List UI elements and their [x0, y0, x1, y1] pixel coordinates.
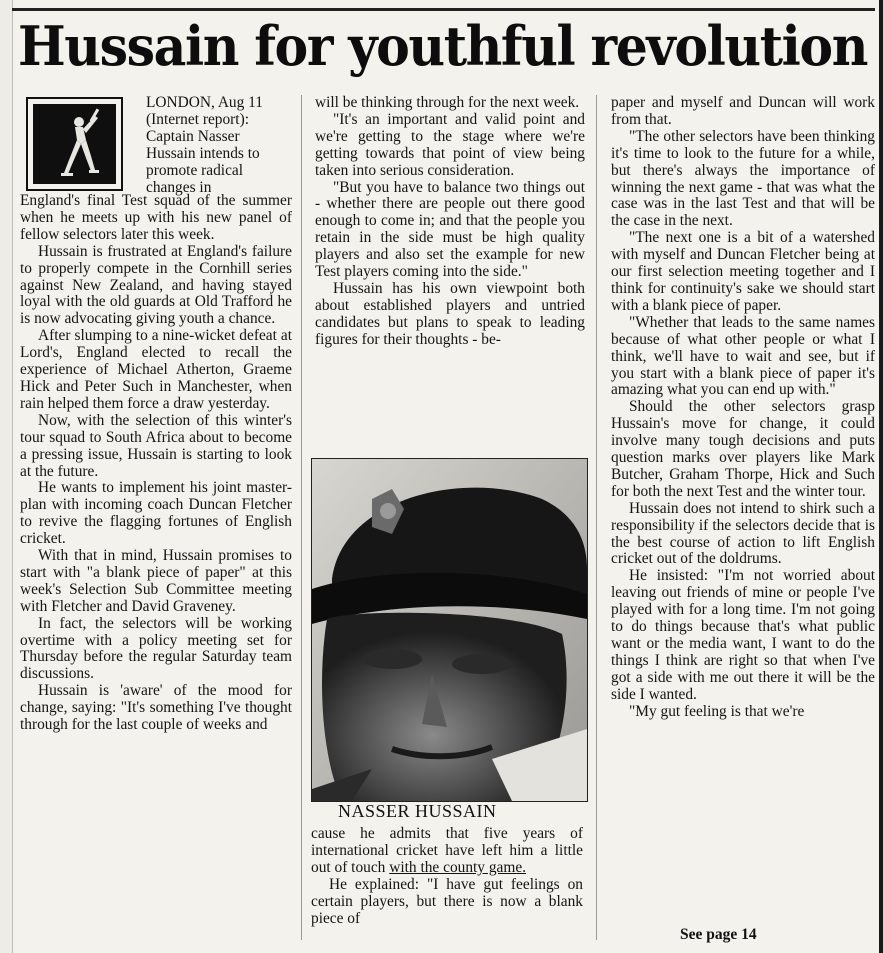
dateline [146, 95, 292, 196]
col3-paragraph: "My gut feeling is that we're [629, 702, 805, 720]
col1-paragraph: In fact, the selectors will be working overtime with a policy meeting set for Thursday before the regular Saturday team discussions. [20, 614, 292, 683]
col1-paragraph: He wants to implement his joint master-plan with incoming coach Duncan Fletcher to revive the flagging fortunes of English cricket. [20, 479, 292, 548]
nasser-hussain-photo [311, 458, 588, 802]
column-divider [301, 95, 302, 940]
column-divider [596, 95, 597, 940]
col3-paragraph: Should the other selectors grasp Hussain's move for change, it could involve many tough decisions and puts question marks over players like Mark Butcher, Graham Thorpe, Hick and Such for both the next Test and the winter tour. [611, 398, 875, 500]
col2-paragraph: will be thinking through for the next week. [315, 94, 580, 111]
col1-paragraph: Hussain is 'aware' of the mood for change, saying: "It's something I've thought through for the last couple of weeks and [20, 682, 292, 734]
dateline-text: LONDON, Aug 11 (Internet report): Captain Nasser Hussain intends to promote radical changes in [146, 94, 263, 196]
col2b-paragraph [311, 826, 583, 877]
col1-paragraph: Now, with the selection of this winter's tour squad to South Africa about to become a pressing issue, Hussain is starting to look at the future. [20, 411, 292, 480]
left-margin [0, 0, 13, 953]
col2-paragraph: "But you have to balance two things out - whether there are people out there good enough to come in; and that the people you retain in the side must be high quality players and also set the example for new Test players coming into the side." [315, 178, 585, 281]
cricketer-silhouette-svg [33, 104, 116, 184]
col2b-paragraph: He explained: "I have gut feelings on certain players, but there is now a blank piece of [311, 875, 583, 927]
column-2-continued [311, 826, 583, 946]
col2-paragraph: "It's an important and valid point and we're getting to the stage where we're getting towards that point of view being taken into serious consideration. [315, 110, 585, 179]
col1-paragraph: England's final Test squad of the summer when he meets up with his new panel of fellow selectors later this week. [20, 192, 292, 243]
cricket-logo-box [26, 97, 123, 191]
right-border [879, 0, 883, 953]
col3-paragraph: He insisted: "I'm not worried about leaving out friends of mine or people I've played with for a long time. I'm not going to do things because that's what public want or the media want, I want to do the things I think are right so that when I've got a side with me out there it will be the side I wanted. [611, 567, 875, 703]
headline: Hussain for youthful revolution [18, 14, 868, 78]
cricketer-silhouette-icon [33, 104, 116, 184]
underlined-phrase: with the county game. [389, 858, 527, 876]
column-3 [611, 95, 875, 925]
col1-paragraph: With that in mind, Hussain promises to start with "a blank piece of paper" at this week's Selection Sub Committee meeting with Fletcher and David Graveney. [20, 547, 292, 615]
col3-paragraph: "Whether that leads to the same names because of what other people or what I think, we'll have to wait and see, but if you start with a blank piece of paper it's amazing what you can end up with." [611, 313, 875, 399]
col1-paragraph: Hussain is frustrated at England's failure to properly compete in the Cornhill series against New Zealand, and having stayed loyal with the old guards at Old Trafford he is now advocating giving youth a chance. [20, 242, 292, 328]
col3-paragraph: "The next one is a bit of a watershed with myself and Duncan Fletcher being at our first selection meeting together and I think for continuity's sake we should start with a blank piece of paper. [611, 229, 875, 314]
column-2 [315, 95, 585, 445]
col2b-text: cause he admits that five years of international cricket have left him a little out of touch [311, 825, 583, 876]
continuation-reference: See page 14 [680, 926, 757, 943]
portrait-image [312, 459, 587, 801]
column-1 [20, 193, 292, 953]
col3-paragraph: "The other selectors have been thinking it's time to look to the future for a while, but there's always the importance of winning the next game - that was what the case was in the last Test and that will be the case in the next. [611, 127, 875, 230]
col2-paragraph: Hussain has his own viewpoint both about established players and untried candidates but plans to speak to leading figures for their thoughts - be- [315, 279, 585, 348]
col3-paragraph: paper and myself and Duncan will work from that. [611, 94, 875, 128]
photo-caption: NASSER HUSSAIN [338, 801, 497, 821]
col3-paragraph: Hussain does not intend to shirk such a responsibility if the selectors decide that is the best course of action to lift English cricket out of the doldrums. [611, 499, 875, 568]
col1-paragraph: After slumping to a nine-wicket defeat at Lord's, England elected to recall the experience of Michael Atherton, Graeme Hick and Peter Such in Manchester, when rain helped them force a draw yesterday. [20, 327, 292, 412]
